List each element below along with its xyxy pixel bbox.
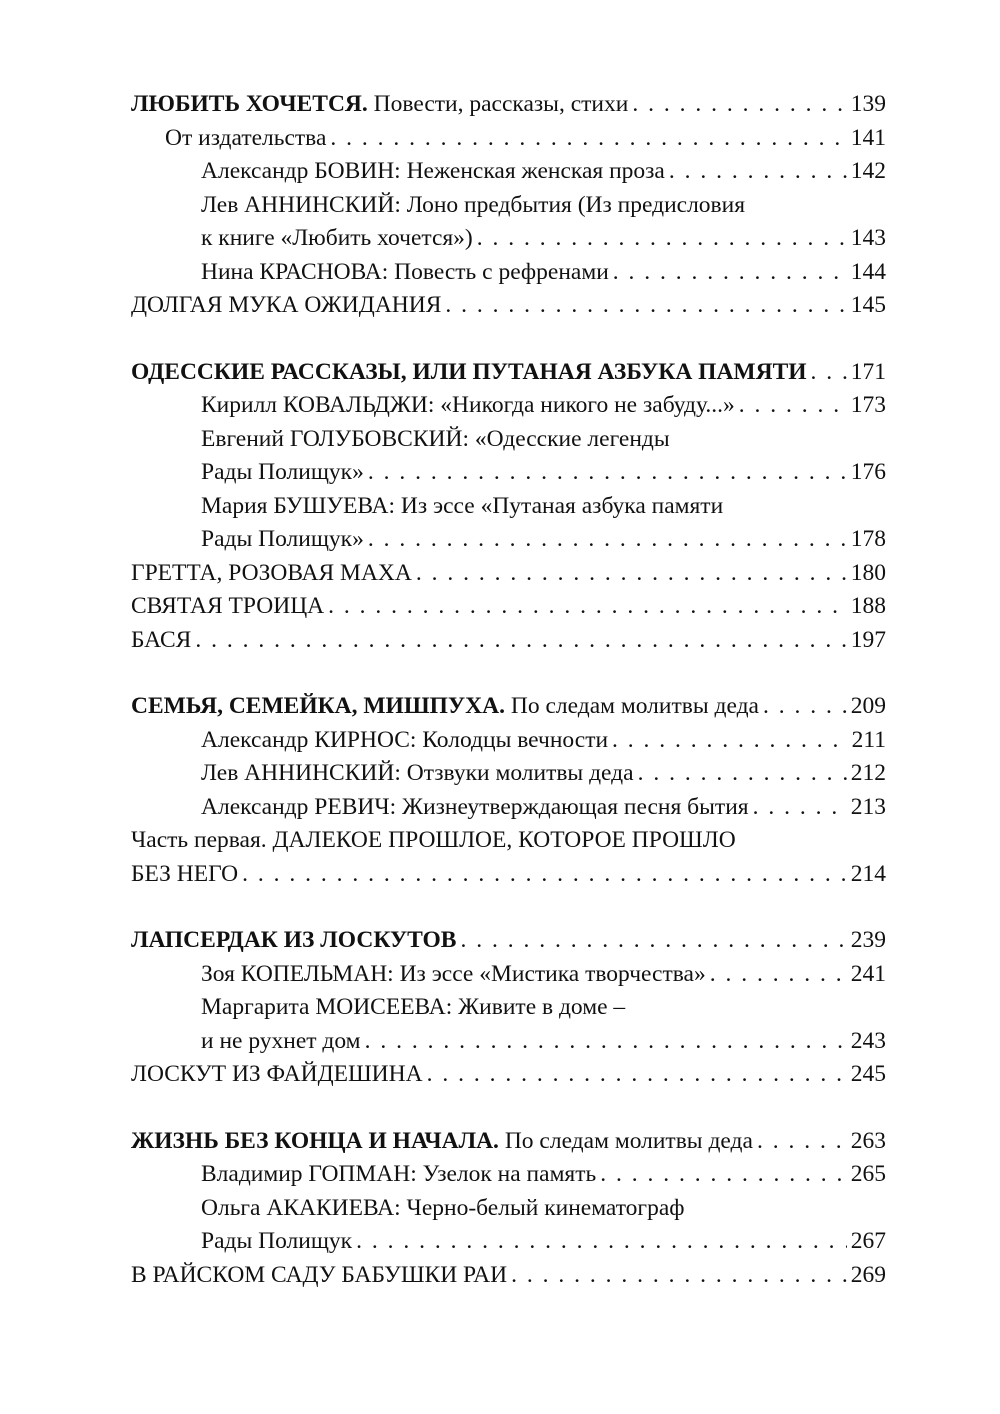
toc-entry-text: к книге «Любить хочется»): [201, 225, 473, 251]
toc-entry-text: Рады Полищук: [201, 1228, 353, 1254]
page-number: 245: [850, 1061, 886, 1087]
toc-entry[interactable]: [131, 1192, 886, 1259]
dot-leader: [330, 122, 846, 156]
toc-entry-title: [131, 88, 628, 122]
page-number: 142: [850, 158, 886, 184]
dot-leader: [612, 724, 848, 758]
page-number: 197: [850, 626, 886, 653]
page-number: 139: [850, 91, 886, 117]
toc-entry-text: Александр КИРНОС: Колодцы вечности: [201, 726, 609, 753]
page-number: 265: [850, 1161, 886, 1187]
page-number: 178: [850, 526, 886, 552]
toc-entry-title-line: Маргарита МОИСЕЕВА: Живите в доме –: [201, 994, 626, 1020]
dot-leader: [811, 356, 847, 390]
toc-entry-title: [201, 1025, 361, 1059]
toc-entry-title: [201, 757, 634, 791]
dot-leader: [511, 1259, 847, 1293]
page-number: 141: [850, 124, 886, 151]
toc-entry-title: [165, 122, 326, 156]
toc-entry-title: [131, 1125, 753, 1159]
page-number: 269: [850, 1261, 886, 1288]
toc-entry-text: Рады Полищук»: [201, 526, 364, 552]
toc-entry-title: [201, 523, 364, 557]
toc-entry[interactable]: [131, 389, 886, 423]
page-number: 213: [850, 793, 886, 820]
toc-entry-text: Рады Полищук»: [201, 459, 364, 485]
dot-leader: [242, 858, 847, 892]
toc-entry[interactable]: [131, 958, 886, 992]
toc-entry-text: ГРЕТТА, РОЗОВАЯ МАХА: [131, 559, 412, 586]
toc-entry-row: [201, 256, 886, 290]
toc-entry[interactable]: [131, 757, 886, 791]
toc-entry-row: [201, 791, 886, 825]
dot-leader: [368, 523, 847, 557]
toc-entry[interactable]: [131, 991, 886, 1058]
page-number: 176: [850, 459, 886, 485]
toc-entry-title: [201, 1225, 352, 1259]
toc-entry-title: [201, 456, 364, 490]
dot-leader: [328, 590, 847, 624]
toc-entry[interactable]: [131, 1259, 886, 1293]
toc-entry-row: [131, 1058, 886, 1092]
toc-entry-title: [201, 222, 473, 256]
toc-entry-text: От издательства: [165, 124, 327, 151]
toc-entry-title: [131, 1058, 423, 1092]
dot-leader: [445, 289, 846, 323]
toc-entry[interactable]: [131, 1125, 886, 1159]
toc-entry-row: [131, 858, 886, 892]
toc-entry-row: [131, 1125, 886, 1159]
page-number: 263: [850, 1127, 886, 1154]
dot-leader: [477, 222, 847, 256]
page-number: 209: [850, 693, 886, 719]
toc-entry-text: ЛОСКУТ ИЗ ФАЙДЕШИНА: [131, 1061, 423, 1087]
toc-entry-row: [201, 523, 886, 557]
toc-entry-row: [131, 356, 886, 390]
dot-leader: [763, 690, 847, 724]
dot-leader: [365, 1025, 847, 1059]
toc-entry-title: [131, 1259, 507, 1293]
dot-leader: [368, 456, 847, 490]
toc-entry[interactable]: [131, 256, 886, 290]
toc-entry-title: [131, 624, 191, 658]
toc-entry-row: [201, 222, 886, 256]
toc-entry-row: [131, 1259, 886, 1293]
toc-entry[interactable]: [131, 490, 886, 557]
dot-leader: [613, 256, 847, 290]
toc-entry-title: [201, 256, 609, 290]
toc-entry[interactable]: [131, 189, 886, 256]
toc-entry-text: Кирилл КОВАЛЬДЖИ: «Никогда никого не забуду...»: [201, 392, 735, 418]
toc-entry-text: Владимир ГОПМАН: Узелок на память: [201, 1161, 597, 1187]
toc-entry-row: [201, 155, 886, 189]
toc-entry-text: Александр РЕВИЧ: Жизнеутверждающая песня бытия: [201, 793, 749, 820]
toc-entry-text: Зоя КОПЕЛЬМАН: Из эссе «Мистика творчества»: [201, 960, 706, 987]
toc-entry-row: [131, 624, 886, 658]
toc-entry-bold-title: ЖИЗНЬ БЕЗ КОНЦА И НАЧАЛА.: [131, 1127, 499, 1154]
toc-entry-title: [201, 155, 665, 189]
toc-entry-title: [131, 924, 456, 958]
toc-entry-row: [201, 1025, 886, 1059]
dot-leader: [427, 1058, 847, 1092]
dot-leader: [632, 88, 846, 122]
toc-entry-row: [131, 289, 886, 323]
dot-leader: [753, 791, 847, 825]
toc-entry-row: [131, 590, 886, 624]
toc-entry-title: [201, 1158, 596, 1192]
toc-entry[interactable]: [131, 590, 886, 624]
toc-entry-text: По следам молитвы деда: [504, 693, 759, 719]
toc-entry[interactable]: [131, 824, 886, 891]
toc-entry[interactable]: [131, 1158, 886, 1192]
page-number: 239: [850, 927, 886, 953]
toc-entry-row: [201, 456, 886, 490]
toc-entry-title-line: Часть первая. ДАЛЕКОЕ ПРОШЛОЕ, КОТОРОЕ ПРОШЛО: [131, 827, 736, 853]
toc-entry[interactable]: [131, 356, 886, 390]
toc-entry-title: [131, 289, 441, 323]
dot-leader: [757, 1125, 847, 1159]
toc-entry-text: В РАЙСКОМ САДУ БАБУШКИ РАИ: [131, 1261, 508, 1288]
page-number: 211: [851, 726, 886, 753]
toc-entry-title-line: Евгений ГОЛУБОВСКИЙ: «Одесские легенды: [201, 425, 670, 452]
toc-entry-title: [131, 356, 807, 390]
dot-leader: [416, 557, 847, 591]
toc-entry-bold-title: СЕМЬЯ, СЕМЕЙКА, МИШПУХА.: [131, 693, 505, 719]
toc-entry-title: [201, 791, 749, 825]
toc-entry-title-line: Лев АННИНСКИЙ: Лоно предбытия (Из предисловия: [201, 191, 746, 218]
table-of-contents: [131, 88, 886, 1292]
toc-entry-text: БАСЯ: [131, 626, 192, 653]
dot-leader: [356, 1225, 847, 1259]
toc-entry[interactable]: [131, 289, 886, 323]
toc-entry-row: [131, 88, 886, 122]
toc-entry[interactable]: [131, 88, 886, 122]
toc-entry-title: [131, 690, 759, 724]
dot-leader: [669, 155, 847, 189]
dot-leader: [638, 757, 847, 791]
toc-entry-title: [201, 389, 735, 423]
page-number: 143: [850, 225, 886, 251]
toc-entry-row: [131, 690, 886, 724]
page-number: 267: [850, 1228, 886, 1254]
toc-entry-row: [201, 1225, 886, 1259]
toc-entry-row: [131, 557, 886, 591]
toc-entry-title: [131, 557, 412, 591]
toc-entry[interactable]: [131, 690, 886, 724]
toc-entry-text: и не рухнет дом: [201, 1027, 361, 1054]
toc-entry-text: Повести, рассказы, стихи: [367, 91, 629, 117]
toc-entry[interactable]: [131, 155, 886, 189]
toc-entry-title: [201, 724, 608, 758]
toc-entry-title-line: Ольга АКАКИЕВА: Черно-белый кинематограф: [201, 1194, 685, 1221]
toc-entry-text: СВЯТАЯ ТРОИЦА: [131, 593, 325, 619]
page-number: 171: [850, 358, 886, 385]
page-number: 212: [850, 760, 886, 786]
toc-entry-text: ДОЛГАЯ МУКА ОЖИДАНИЯ: [131, 292, 442, 318]
toc-entry-row: [165, 122, 886, 156]
toc-entry-text: По следам молитвы деда: [498, 1127, 753, 1154]
toc-entry-row: [201, 958, 886, 992]
toc-entry-row: [201, 724, 886, 758]
dot-leader: [460, 924, 846, 958]
dot-leader: [710, 958, 847, 992]
toc-entry[interactable]: [131, 122, 886, 156]
dot-leader: [600, 1158, 847, 1192]
page-number: 145: [850, 292, 886, 318]
page-number: 188: [850, 593, 886, 619]
toc-entry-title: [131, 858, 238, 892]
toc-entry[interactable]: [131, 624, 886, 658]
dot-leader: [195, 624, 846, 658]
toc-entry-text: Нина КРАСНОВА: Повесть с рефренами: [201, 258, 609, 285]
page-number: 180: [850, 559, 886, 586]
toc-entry[interactable]: [131, 1058, 886, 1092]
toc-entry-row: [201, 389, 886, 423]
toc-entry[interactable]: [131, 724, 886, 758]
toc-entry-title: [201, 958, 706, 992]
toc-entry[interactable]: [131, 423, 886, 490]
dot-leader: [739, 389, 847, 423]
toc-entry-text: БЕЗ НЕГО: [131, 860, 239, 887]
toc-entry-row: [131, 924, 886, 958]
page-number: 144: [850, 258, 886, 285]
toc-entry[interactable]: [131, 791, 886, 825]
toc-entry-title: [131, 590, 324, 624]
toc-entry-bold-title: ОДЕССКИЕ РАССКАЗЫ, ИЛИ ПУТАНАЯ АЗБУКА ПАМЯТИ: [131, 358, 807, 385]
toc-entry-row: [201, 757, 886, 791]
page-number: 241: [850, 960, 886, 987]
page-number: 173: [850, 392, 886, 418]
toc-entry-bold-title: ЛЮБИТЬ ХОЧЕТСЯ.: [131, 91, 368, 117]
toc-entry-text: Лев АННИНСКИЙ: Отзвуки молитвы деда: [201, 760, 634, 786]
toc-entry-text: Александр БОВИН: Неженская женская проза: [201, 158, 665, 184]
page-number: 243: [850, 1027, 886, 1054]
toc-entry[interactable]: [131, 557, 886, 591]
toc-entry-bold-title: ЛАПСЕРДАК ИЗ ЛОСКУТОВ: [131, 927, 457, 953]
toc-entry-row: [201, 1158, 886, 1192]
page-number: 214: [850, 860, 886, 887]
toc-entry[interactable]: [131, 924, 886, 958]
toc-entry-title-line: Мария БУШУЕВА: Из эссе «Путаная азбука памяти: [201, 492, 724, 519]
